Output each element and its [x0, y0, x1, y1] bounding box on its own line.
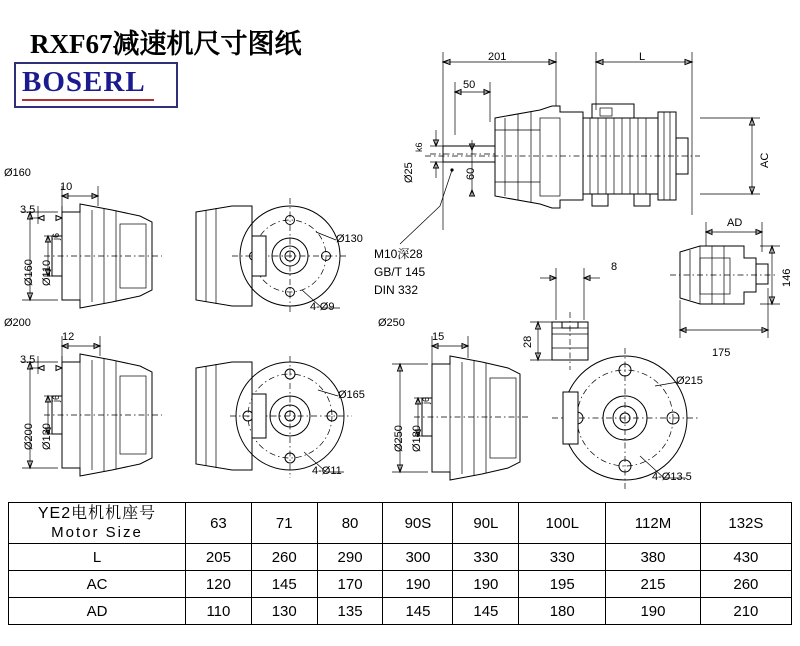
- flange200-dim-3-5: 3.5: [20, 354, 36, 366]
- table-col-3: 90S: [383, 503, 453, 544]
- table-cell: 260: [700, 571, 791, 598]
- table-col-5: 100L: [519, 503, 606, 544]
- flange250-dim-250: Ø250: [393, 425, 405, 452]
- flange160-dim-110: Ø110: [41, 259, 53, 286]
- table-cell: 135: [317, 598, 383, 625]
- table-cell: 380: [606, 544, 701, 571]
- table-header-label: [9, 503, 186, 544]
- thread-note-line2: GB/T 145: [374, 265, 426, 279]
- table-row: [9, 598, 792, 625]
- table-row-label-L: L: [9, 544, 186, 571]
- table-cell: 190: [606, 598, 701, 625]
- flange200-dim-200: Ø200: [23, 423, 35, 450]
- table-header-row: [9, 503, 792, 544]
- view-flange250-side: [392, 336, 530, 480]
- flange200-holes: 4-Ø11: [312, 465, 342, 477]
- flange200-dim-130: Ø130: [41, 423, 53, 450]
- flange160-dim-160: Ø160: [23, 259, 35, 286]
- table-header-label-en: Motor Size: [51, 523, 143, 541]
- table-cell: 300: [383, 544, 453, 571]
- table-cell: 330: [453, 544, 519, 571]
- flange200-dim-12: 12: [62, 331, 75, 343]
- table-row: [9, 571, 792, 598]
- table-cell: 145: [453, 598, 519, 625]
- table-cell: 330: [519, 544, 606, 571]
- table-cell: 195: [519, 571, 606, 598]
- table-cell: 290: [317, 544, 383, 571]
- dim-AC: AC: [759, 152, 771, 168]
- dim-AD: AD: [727, 217, 743, 229]
- flange160-bolt-circle: Ø130: [336, 233, 363, 245]
- thread-note-line1: M10深28: [374, 247, 423, 261]
- table-col-4: 90L: [453, 503, 519, 544]
- table-row-label-AC: AC: [9, 571, 186, 598]
- dim-201: 201: [488, 51, 507, 63]
- flange160-dim-110-tolerance: j6: [51, 232, 61, 240]
- flange250-dim-15: 15: [432, 331, 445, 343]
- thread-note-line3: DIN 332: [374, 283, 419, 297]
- table-col-0: 63: [186, 503, 252, 544]
- dim-d25k6-tolerance: k6: [414, 142, 424, 152]
- table-col-2: 80: [317, 503, 383, 544]
- view-flange160-front: [196, 198, 348, 314]
- table-cell: 210: [700, 598, 791, 625]
- table-cell: 170: [317, 571, 383, 598]
- flange160-holes: 4-Ø9: [310, 301, 335, 313]
- dim-60: 60: [465, 167, 477, 180]
- table-cell: 260: [251, 544, 317, 571]
- motor-size-table: [8, 502, 792, 625]
- flange250-outer-label: Ø250: [378, 317, 405, 329]
- logo-text: BOSERL: [22, 66, 146, 98]
- view-flange250-front: [552, 348, 698, 490]
- table-cell: 215: [606, 571, 701, 598]
- flange250-dim-180-tolerance: j6: [421, 396, 431, 404]
- view-keyway-section: [530, 268, 600, 370]
- table-cell: 190: [383, 571, 453, 598]
- dim-146: 146: [781, 268, 793, 287]
- table-col-6: 112M: [606, 503, 701, 544]
- flange250-bolt-circle: Ø215: [676, 375, 703, 387]
- table-row: [9, 544, 792, 571]
- dim-L: L: [639, 51, 646, 63]
- view-side-right: [670, 222, 780, 338]
- flange160-dim-3-5: 3.5: [20, 204, 36, 216]
- table-cell: 120: [186, 571, 252, 598]
- flange200-dim-130-tolerance: j6: [51, 394, 61, 402]
- view-main-assembly: [400, 52, 760, 244]
- view-flange200-front: [196, 356, 352, 478]
- table-cell: 430: [700, 544, 791, 571]
- table-cell: 110: [186, 598, 252, 625]
- table-cell: 205: [186, 544, 252, 571]
- dim-8: 8: [611, 261, 618, 273]
- page-title: RXF67减速机尺寸图纸: [30, 29, 302, 59]
- table-cell: 180: [519, 598, 606, 625]
- table-col-7: 132S: [700, 503, 791, 544]
- flange250-dim-180: Ø180: [411, 425, 423, 452]
- table-cell: 145: [383, 598, 453, 625]
- dim-28: 28: [522, 335, 534, 348]
- view-flange160-side: [22, 186, 162, 308]
- flange200-bolt-circle: Ø165: [338, 389, 365, 401]
- table-col-1: 71: [251, 503, 317, 544]
- table-row-label-AD: AD: [9, 598, 186, 625]
- flange160-dim-10: 10: [60, 181, 73, 193]
- table-cell: 145: [251, 571, 317, 598]
- table-header-label-cn: YE2电机机座号: [37, 505, 157, 523]
- flange160-outer-label: Ø160: [4, 167, 31, 179]
- view-flange200-side: [22, 336, 162, 476]
- table-cell: 130: [251, 598, 317, 625]
- table-cell: 190: [453, 571, 519, 598]
- dim-175: 175: [712, 347, 731, 359]
- dim-50: 50: [463, 79, 476, 91]
- flange250-holes: 4-Ø13.5: [652, 471, 692, 483]
- flange200-outer-label: Ø200: [4, 317, 31, 329]
- dim-d25k6: Ø25: [403, 162, 415, 183]
